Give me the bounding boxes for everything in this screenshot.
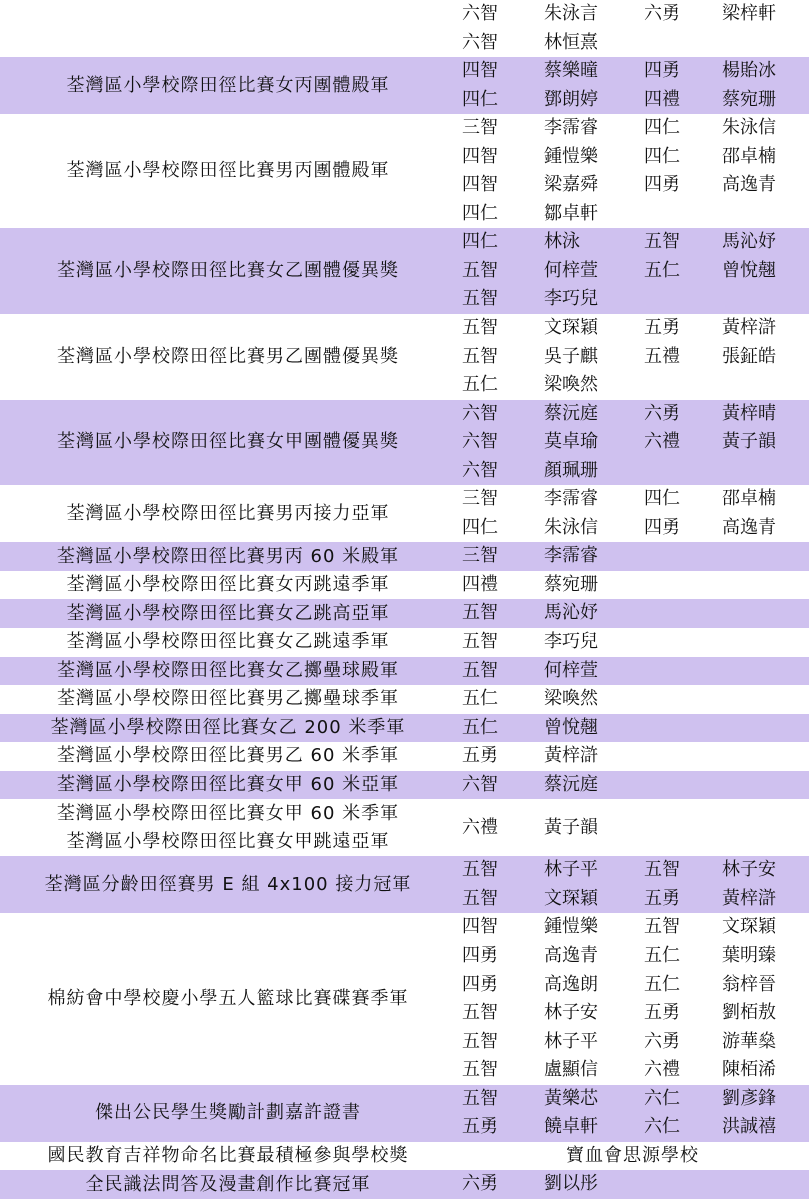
class-name: 五仁 [644, 259, 680, 281]
class-name: 四勇 [644, 516, 680, 538]
student-name: 楊貽冰 [722, 60, 776, 82]
student-line [0, 999, 809, 1028]
class-name: 三智 [462, 488, 498, 510]
class-name: 六仁 [644, 1116, 680, 1138]
student-name: 文琛穎 [722, 916, 776, 938]
award-row [0, 771, 809, 800]
student-name: 翁梓晉 [722, 973, 776, 995]
class-name: 五智 [462, 317, 498, 339]
class-name: 四勇 [644, 60, 680, 82]
student-name: 林子安 [722, 859, 776, 881]
class-name: 五智 [644, 916, 680, 938]
class-name: 五勇 [644, 887, 680, 909]
award-row [0, 1142, 809, 1171]
award-title: 荃灣區小學校際田徑比賽女甲跳遠亞軍 [66, 830, 390, 852]
student-line [0, 0, 809, 29]
student-line [0, 685, 809, 714]
award-title: 荃灣區小學校際田徑比賽女甲團體優異獎 [57, 431, 399, 453]
class-name: 五禮 [644, 345, 680, 367]
student-line [0, 1170, 809, 1199]
class-name: 四仁 [644, 117, 680, 139]
student-name: 林子安 [544, 1002, 598, 1024]
class-name: 六禮 [644, 431, 680, 453]
award-row [0, 913, 809, 1084]
class-name: 六勇 [462, 1173, 498, 1195]
student-line [0, 856, 809, 885]
award-row [0, 799, 809, 856]
student-line [0, 371, 809, 400]
award-title: 荃灣區小學校際田徑比賽女丙跳遠季軍 [66, 574, 390, 596]
student-name: 黃梓滸 [722, 887, 776, 909]
student-line [0, 114, 809, 143]
class-name: 六禮 [462, 816, 498, 838]
class-name: 五智 [462, 259, 498, 281]
student-name: 朱泳言 [544, 3, 598, 24]
student-line [0, 885, 809, 914]
student-line [0, 257, 809, 286]
student-name: 劉栢敖 [722, 1002, 776, 1024]
award-title: 荃灣區小學校際田徑比賽男丙團體殿軍 [66, 160, 390, 182]
student-name: 蔡宛珊 [544, 573, 598, 595]
class-name: 五勇 [462, 1116, 498, 1138]
student-name: 林子平 [544, 859, 598, 881]
class-name: 五智 [462, 1087, 498, 1109]
class-name: 五仁 [462, 688, 498, 710]
award-title: 棉紡會中學校慶小學五人籃球比賽碟賽季軍 [47, 988, 409, 1010]
class-name: 四仁 [462, 231, 498, 253]
award-row [0, 1085, 809, 1142]
student-name: 鄒卓軒 [544, 202, 598, 224]
class-name: 四禮 [462, 573, 498, 595]
class-name: 五智 [462, 887, 498, 909]
class-name: 六智 [462, 31, 498, 53]
award-title: 荃灣區小學校際田徑比賽男丙接力亞軍 [66, 502, 390, 524]
student-line [0, 1085, 809, 1114]
student-name: 鄧朗婷 [544, 88, 598, 110]
award-title: 荃灣區小學校際田徑比賽女乙 200 米季軍 [50, 716, 406, 738]
class-name: 四禮 [644, 88, 680, 110]
class-name: 四仁 [644, 145, 680, 167]
class-name: 五智 [462, 1059, 498, 1081]
award-row [0, 400, 809, 486]
class-name: 五智 [462, 288, 498, 310]
student-line [0, 1113, 809, 1142]
school-name: 寶血會思源學校 [566, 1145, 699, 1167]
award-row [0, 1170, 809, 1199]
student-name: 何梓萱 [544, 259, 598, 281]
student-name: 李巧兒 [544, 631, 598, 653]
student-name: 鍾愷樂 [544, 145, 598, 167]
class-name: 六智 [462, 459, 498, 481]
student-name: 邵卓楠 [722, 145, 776, 167]
student-name: 梁喚然 [544, 374, 598, 396]
student-line [0, 657, 809, 686]
award-title: 荃灣區小學校際田徑比賽女丙團體殿軍 [66, 74, 390, 96]
student-line [0, 171, 809, 200]
student-line [0, 343, 809, 372]
student-line [0, 814, 809, 843]
student-line [0, 200, 809, 229]
class-name: 五智 [644, 859, 680, 881]
class-name: 五智 [462, 602, 498, 624]
student-name: 張鉦皓 [722, 345, 776, 367]
student-name: 洪誠禧 [722, 1116, 776, 1138]
student-name: 蔡沅庭 [544, 402, 598, 424]
award-title: 荃灣區小學校際田徑比賽女甲 60 米亞軍 [56, 774, 400, 796]
class-name: 五智 [462, 659, 498, 681]
student-line [0, 143, 809, 172]
student-name: 文琛穎 [544, 317, 598, 339]
class-name: 五智 [462, 631, 498, 653]
class-name: 三智 [462, 545, 498, 567]
student-name: 李霈睿 [544, 117, 598, 139]
student-name: 黃梓晴 [722, 402, 776, 424]
student-name: 黃梓滸 [544, 745, 598, 767]
student-line [0, 29, 809, 58]
class-name: 四智 [462, 145, 498, 167]
award-row [0, 742, 809, 771]
student-line [0, 971, 809, 1000]
student-line [0, 314, 809, 343]
class-name: 四仁 [462, 88, 498, 110]
award-row [0, 114, 809, 228]
student-name: 劉彥鋒 [722, 1087, 776, 1109]
award-title: 荃灣區小學校際田徑比賽男乙 60 米季軍 [56, 745, 400, 767]
student-name: 顏珮珊 [544, 459, 598, 481]
award-row [0, 657, 809, 686]
student-line [0, 400, 809, 429]
award-row [0, 685, 809, 714]
class-name: 六仁 [644, 1087, 680, 1109]
class-name: 三智 [462, 117, 498, 139]
class-name: 五仁 [462, 716, 498, 738]
award-title: 荃灣區分齡田徑賽男 E 組 4x100 接力冠軍 [44, 873, 412, 895]
class-name: 四仁 [462, 516, 498, 538]
student-line [0, 542, 809, 571]
award-row [0, 0, 809, 57]
student-name: 饒卓軒 [544, 1116, 598, 1138]
student-name: 黃子韻 [722, 431, 776, 453]
student-name: 林恒熹 [544, 31, 598, 53]
award-title: 荃灣區小學校際田徑比賽男乙擲壘球季軍 [57, 688, 399, 710]
award-title: 荃灣區小學校際田徑比賽女乙擲壘球殿軍 [57, 659, 399, 681]
student-line [0, 599, 809, 628]
student-name: 梁梓軒 [722, 3, 776, 24]
class-name: 五勇 [644, 1002, 680, 1024]
award-row [0, 856, 809, 913]
class-name: 五智 [462, 859, 498, 881]
student-name: 曾悅翹 [544, 716, 598, 738]
student-name: 黃樂芯 [544, 1087, 598, 1109]
class-name: 四仁 [462, 202, 498, 224]
student-name: 莫卓瑜 [544, 431, 598, 453]
student-name: 高逸青 [722, 516, 776, 538]
student-line [0, 514, 809, 543]
student-name: 吳子麒 [544, 345, 598, 367]
award-title: 國民教育吉祥物命名比賽最積極參與學校獎 [47, 1145, 409, 1167]
class-name: 五仁 [644, 944, 680, 966]
student-line [0, 742, 809, 771]
class-name: 四仁 [644, 488, 680, 510]
student-name: 梁喚然 [544, 688, 598, 710]
class-name: 四勇 [644, 174, 680, 196]
student-name: 蔡宛珊 [722, 88, 776, 110]
student-line [0, 628, 809, 657]
student-name: 馬沁妤 [544, 602, 598, 624]
student-line [0, 86, 809, 115]
class-name: 六智 [462, 402, 498, 424]
student-line [0, 1056, 809, 1085]
student-line [0, 57, 809, 86]
student-name: 高逸青 [722, 174, 776, 196]
class-name: 六勇 [644, 1030, 680, 1052]
class-name: 四勇 [462, 973, 498, 995]
student-name: 黃子韻 [544, 816, 598, 838]
student-name: 盧顯信 [544, 1059, 598, 1081]
award-cell [0, 1142, 809, 1171]
award-row [0, 314, 809, 400]
student-line [0, 913, 809, 942]
student-line [0, 428, 809, 457]
award-row [0, 714, 809, 743]
class-name: 六智 [462, 773, 498, 795]
student-name: 馬沁妤 [722, 231, 776, 253]
student-name: 陳栢浠 [722, 1059, 776, 1081]
class-name: 四智 [462, 60, 498, 82]
award-title: 傑出公民學生獎勵計劃嘉許證書 [95, 1102, 361, 1124]
class-name: 五智 [462, 1002, 498, 1024]
class-name: 六智 [462, 431, 498, 453]
award-title: 荃灣區小學校際田徑比賽男乙團體優異獎 [57, 345, 399, 367]
student-line [0, 771, 809, 800]
student-line [0, 457, 809, 486]
student-name: 高逸朗 [544, 973, 598, 995]
award-title: 荃灣區小學校際田徑比賽男丙 60 米殿軍 [56, 545, 400, 567]
class-name: 六勇 [644, 402, 680, 424]
student-name: 梁嘉舜 [544, 174, 598, 196]
class-name: 五智 [462, 345, 498, 367]
student-name: 黃梓滸 [722, 317, 776, 339]
award-row [0, 571, 809, 600]
student-name: 朱泳信 [722, 117, 776, 139]
student-name: 李霈睿 [544, 488, 598, 510]
award-row [0, 485, 809, 542]
class-name: 六勇 [644, 3, 680, 24]
student-name: 李巧兒 [544, 288, 598, 310]
student-line [0, 228, 809, 257]
student-line [0, 1028, 809, 1057]
award-title: 荃灣區小學校際田徑比賽女乙團體優異獎 [57, 260, 399, 282]
class-name: 五仁 [644, 973, 680, 995]
student-line [0, 571, 809, 600]
class-name: 五智 [644, 231, 680, 253]
award-row [0, 228, 809, 314]
award-row [0, 542, 809, 571]
class-name: 四智 [462, 174, 498, 196]
award-title: 全民識法問答及漫畫創作比賽冠軍 [85, 1173, 371, 1195]
student-name: 曾悅翹 [722, 259, 776, 281]
student-name: 李霈睿 [544, 545, 598, 567]
class-name: 五智 [462, 1030, 498, 1052]
student-name: 蔡樂曈 [544, 60, 598, 82]
student-name: 劉以彤 [544, 1173, 598, 1195]
award-title: 荃灣區小學校際田徑比賽女乙跳高亞軍 [66, 602, 390, 624]
student-line [0, 942, 809, 971]
student-name: 鍾愷樂 [544, 916, 598, 938]
student-name: 高逸青 [544, 944, 598, 966]
student-name: 林泳 [544, 231, 580, 253]
award-row [0, 628, 809, 657]
student-name: 葉明臻 [722, 944, 776, 966]
award-row [0, 57, 809, 114]
class-name: 五仁 [462, 374, 498, 396]
student-name: 文琛穎 [544, 887, 598, 909]
class-name: 六禮 [644, 1059, 680, 1081]
student-name: 林子平 [544, 1030, 598, 1052]
class-name: 四勇 [462, 944, 498, 966]
class-name: 六智 [462, 3, 498, 24]
student-name: 何梓萱 [544, 659, 598, 681]
student-name: 邵卓楠 [722, 488, 776, 510]
award-row [0, 599, 809, 628]
class-name: 四智 [462, 916, 498, 938]
award-title: 荃灣區小學校際田徑比賽女甲 60 米季軍 [56, 802, 400, 824]
student-name: 蔡沅庭 [544, 773, 598, 795]
student-line [0, 285, 809, 314]
class-name: 五勇 [644, 317, 680, 339]
student-line [0, 714, 809, 743]
award-title: 荃灣區小學校際田徑比賽女乙跳遠季軍 [66, 631, 390, 653]
student-line [0, 485, 809, 514]
student-name: 游華燊 [722, 1030, 776, 1052]
class-name: 五勇 [462, 745, 498, 767]
student-name: 朱泳信 [544, 516, 598, 538]
